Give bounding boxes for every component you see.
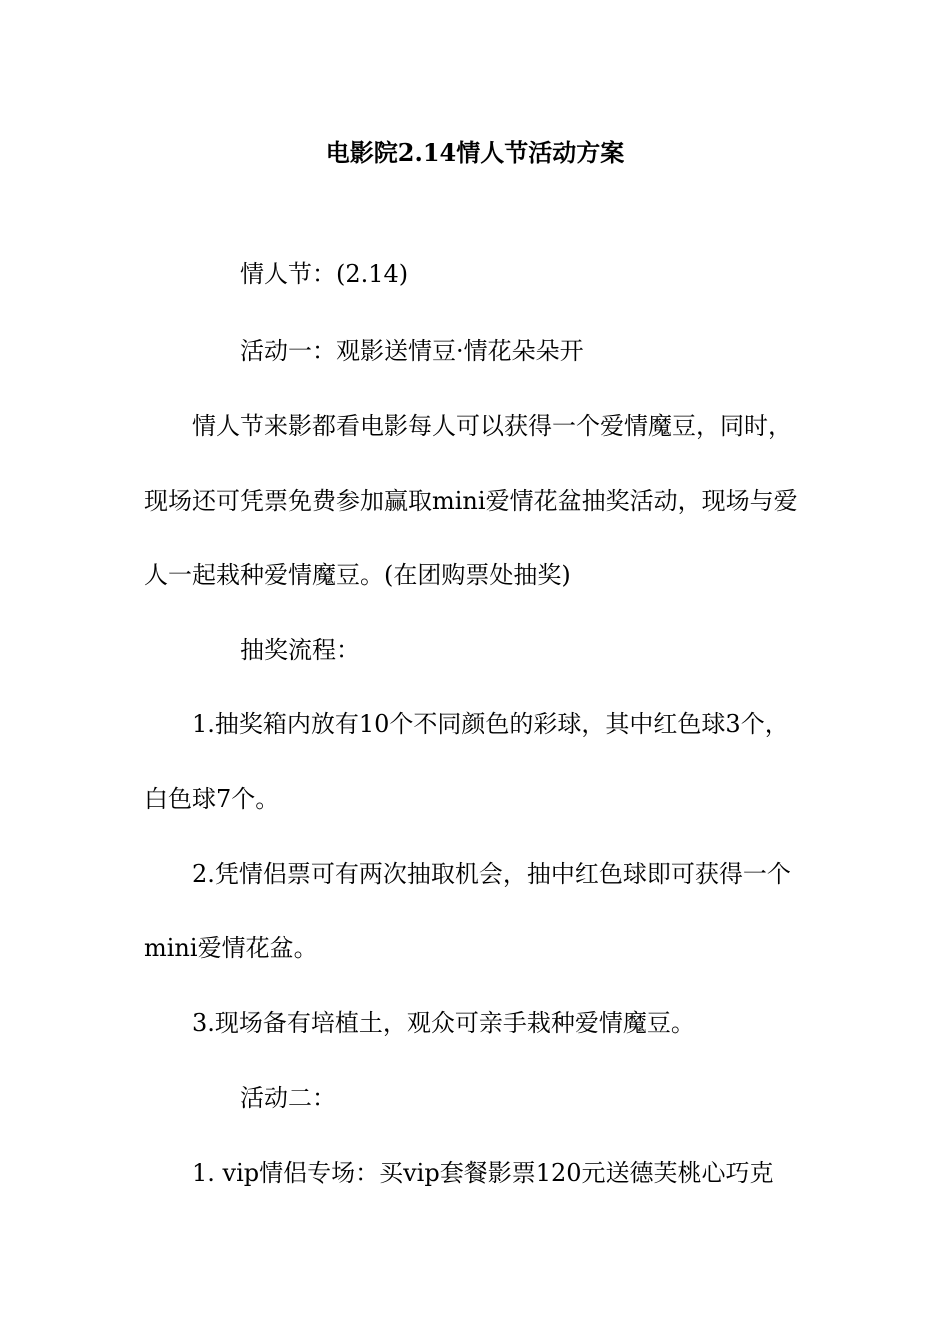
- paragraph-line: 活动二：: [240, 1084, 336, 1112]
- paragraph-line: 抽奖流程：: [240, 636, 360, 664]
- paragraph-line: 情人节来影都看电影每人可以获得一个爱情魔豆，同时，: [192, 412, 792, 440]
- document-title: 电影院2.14情人节活动方案: [325, 138, 625, 167]
- paragraph-line: 1.抽奖箱内放有10个不同颜色的彩球，其中红色球3个，: [192, 710, 789, 738]
- paragraph-line: mini爱情花盆。: [144, 934, 318, 962]
- paragraph-line: 1. vip情侣专场：买vip套餐影票120元送德芙桃心巧克: [192, 1159, 774, 1187]
- paragraph-line: 3.现场备有培植土，观众可亲手栽种爱情魔豆。: [192, 1009, 695, 1037]
- paragraph-line: 活动一：观影送情豆·情花朵朵开: [240, 337, 584, 365]
- paragraph-line: 现场还可凭票免费参加赢取mini爱情花盆抽奖活动，现场与爱: [144, 487, 798, 515]
- paragraph-line: 人一起栽种爱情魔豆。(在团购票处抽奖): [144, 561, 571, 589]
- paragraph-line: 2.凭情侣票可有两次抽取机会，抽中红色球即可获得一个: [192, 860, 791, 888]
- paragraph-line: 情人节：(2.14): [240, 260, 409, 288]
- paragraph-line: 白色球7个。: [144, 785, 280, 813]
